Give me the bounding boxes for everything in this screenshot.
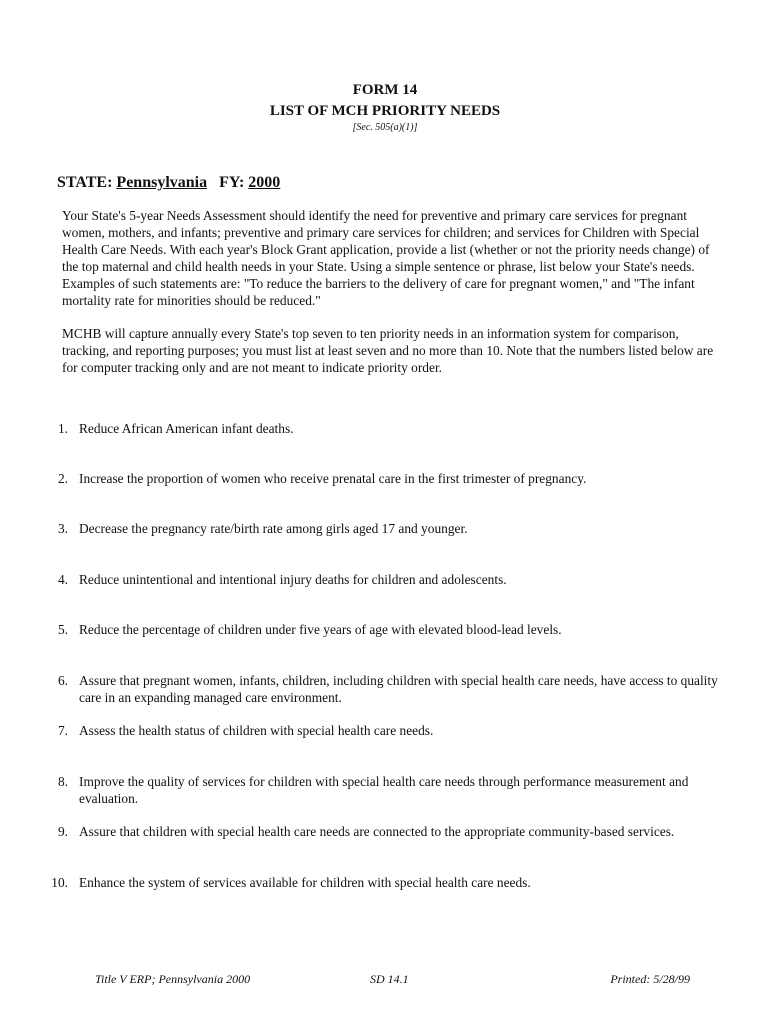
fy-label: FY: [219, 174, 245, 191]
instructions-paragraph-1: Your State's 5-year Needs Assessment should identify the need for preventive and primary care services for pregnant women, mothers, and infants; preventive and primary care services for children; and services for Children with Special Health Care Needs. With each year's Block Grant application, provide a list (whether or not the priority needs change) of the top maternal and child health needs in your State. Using a simple sentence or phrase, list below your State's needs. Examples of such statements are: "To reduce the barriers to the delivery of care for pregnant women," and "The infant mortality rate for minorities should be reduced." [62, 208, 710, 308]
state-value: Pennsylvania [116, 174, 208, 191]
priority-need-number: 5. [57, 622, 68, 637]
form-subtitle: LIST OF MCH PRIORITY NEEDS [269, 103, 501, 119]
priority-need-number: 10. [51, 875, 68, 890]
priority-need-text: Decrease the pregnancy rate/birth rate among girls aged 17 and younger. [79, 521, 468, 536]
form-title: FORM 14 [352, 82, 418, 98]
priority-need-number: 7. [57, 723, 68, 738]
priority-need-text: Improve the quality of services for children with special health care needs through performance measurement and evaluation. [79, 774, 689, 806]
priority-need-number: 4. [57, 572, 68, 587]
page-footer [0, 971, 770, 989]
footer-document-id: Title V ERP; Pennsylvania 2000 [95, 972, 251, 986]
state-label: STATE: [57, 174, 113, 191]
priority-need-text: Reduce the percentage of children under five years of age with elevated blood-lead levels. [79, 622, 562, 637]
priority-need-number: 6. [57, 673, 68, 688]
priority-need-text: Reduce unintentional and intentional injury deaths for children and adolescents. [79, 572, 507, 587]
priority-need-number: 2. [57, 471, 68, 486]
priority-need-text: Increase the proportion of women who receive prenatal care in the first trimester of pregnancy. [79, 471, 587, 486]
priority-need-number: 1. [57, 421, 68, 436]
priority-need-text: Reduce African American infant deaths. [79, 421, 294, 436]
fy-value: 2000 [248, 174, 281, 191]
priority-need-number: 3. [57, 521, 68, 536]
footer-page-code: SD 14.1 [370, 972, 409, 986]
priority-need-number: 8. [57, 774, 68, 789]
priority-need-text: Assure that pregnant women, infants, children, including children with special health care needs, have access to quality care in an expanding managed care environment. [79, 673, 718, 705]
priority-need-text: Assess the health status of children with special health care needs. [79, 723, 434, 738]
statute-section: [Sec. 505(a)(1)] [352, 122, 418, 133]
footer-printed-date: Printed: 5/28/99 [610, 972, 690, 986]
instructions-paragraph-2: MCHB will capture annually every State's top seven to ten priority needs in an information system for comparison, tracking, and reporting purposes; you must list at least seven and no more than 10. Note that the numbers listed below are for computer tracking only and are not meant to indicate priority order. [62, 326, 714, 375]
priority-need-text: Assure that children with special health care needs are connected to the appropriate community-based services. [79, 824, 675, 839]
priority-need-text: Enhance the system of services available for children with special health care needs. [79, 875, 531, 890]
priority-need-number: 9. [57, 824, 68, 839]
